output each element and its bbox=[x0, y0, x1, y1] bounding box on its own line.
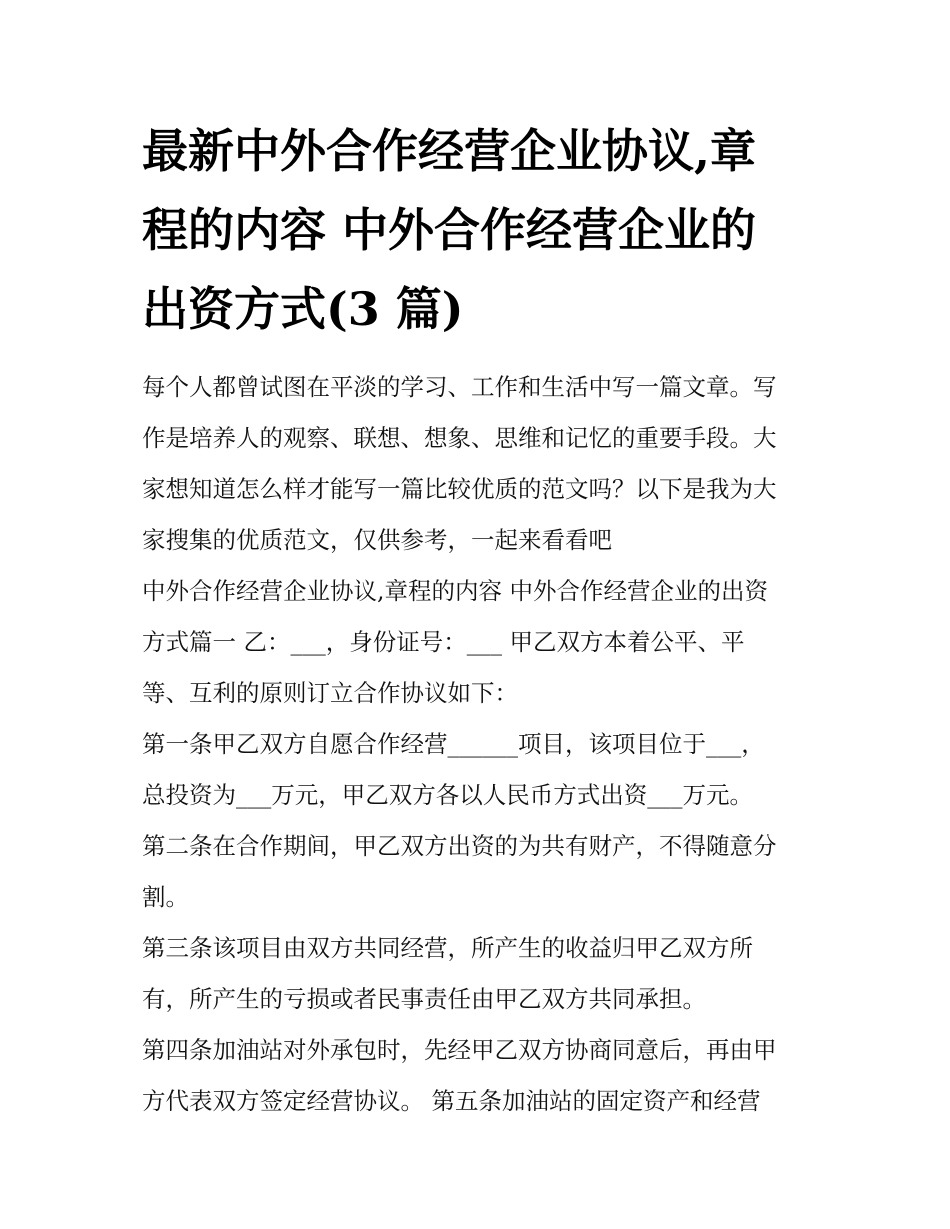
document-page bbox=[142, 112, 814, 1127]
title-line-1: 最新中外合作经营企业协议,章 bbox=[142, 124, 757, 178]
text-line: 每个人都曾试图在平淡的学习、工作和生活中写一篇文章。写 bbox=[142, 373, 777, 401]
document-title bbox=[142, 112, 814, 349]
text-line: 方代表双方签定经营协议。 第五条加油站的固定资产和经营 bbox=[142, 1087, 761, 1115]
text-line: 中外合作经营企业协议,章程的内容 中外合作经营企业的出资 bbox=[142, 577, 768, 605]
text-line: 等、互利的原则订立合作协议如下： bbox=[142, 679, 518, 707]
title-line-2: 程的内容 中外合作经营企业的 bbox=[142, 203, 757, 257]
text-line: 有，所产生的亏损或者民事责任由甲乙双方共同承担。 bbox=[142, 985, 706, 1013]
intro-paragraph bbox=[142, 362, 814, 566]
text-line: 第二条在合作期间，甲乙双方出资的为共有财产，不得随意分 bbox=[142, 832, 777, 860]
text-line: 家搜集的优质范文，仅供参考，一起来看看吧 bbox=[142, 526, 612, 554]
text-line: 家想知道怎么样才能写一篇比较优质的范文吗？以下是我为大 bbox=[142, 475, 777, 503]
article-1-paragraph bbox=[142, 719, 814, 821]
text-line: 第三条该项目由双方共同经营，所产生的收益归甲乙双方所 bbox=[142, 934, 753, 962]
text-line: 总投资为___万元，甲乙双方各以人民币方式出资___万元。 bbox=[142, 781, 753, 809]
text-line: 割。 bbox=[142, 883, 189, 911]
title-line-3: 出资方式(3 篇) bbox=[142, 282, 464, 336]
text-line: 作是培养人的观察、联想、想象、思维和记忆的重要手段。大 bbox=[142, 424, 777, 452]
text-line: 第一条甲乙双方自愿合作经营______项目，该项目位于___， bbox=[142, 730, 765, 758]
article-4-paragraph bbox=[142, 1025, 814, 1127]
document-body bbox=[142, 362, 814, 1127]
text-line: 第四条加油站对外承包时，先经甲乙双方协商同意后，再由甲 bbox=[142, 1036, 777, 1064]
text-line: 方式篇一 乙：___，身份证号：___ 甲乙双方本着公平、平 bbox=[142, 628, 745, 656]
section-heading-paragraph bbox=[142, 566, 814, 719]
article-3-paragraph bbox=[142, 923, 814, 1025]
article-2-paragraph bbox=[142, 821, 814, 923]
